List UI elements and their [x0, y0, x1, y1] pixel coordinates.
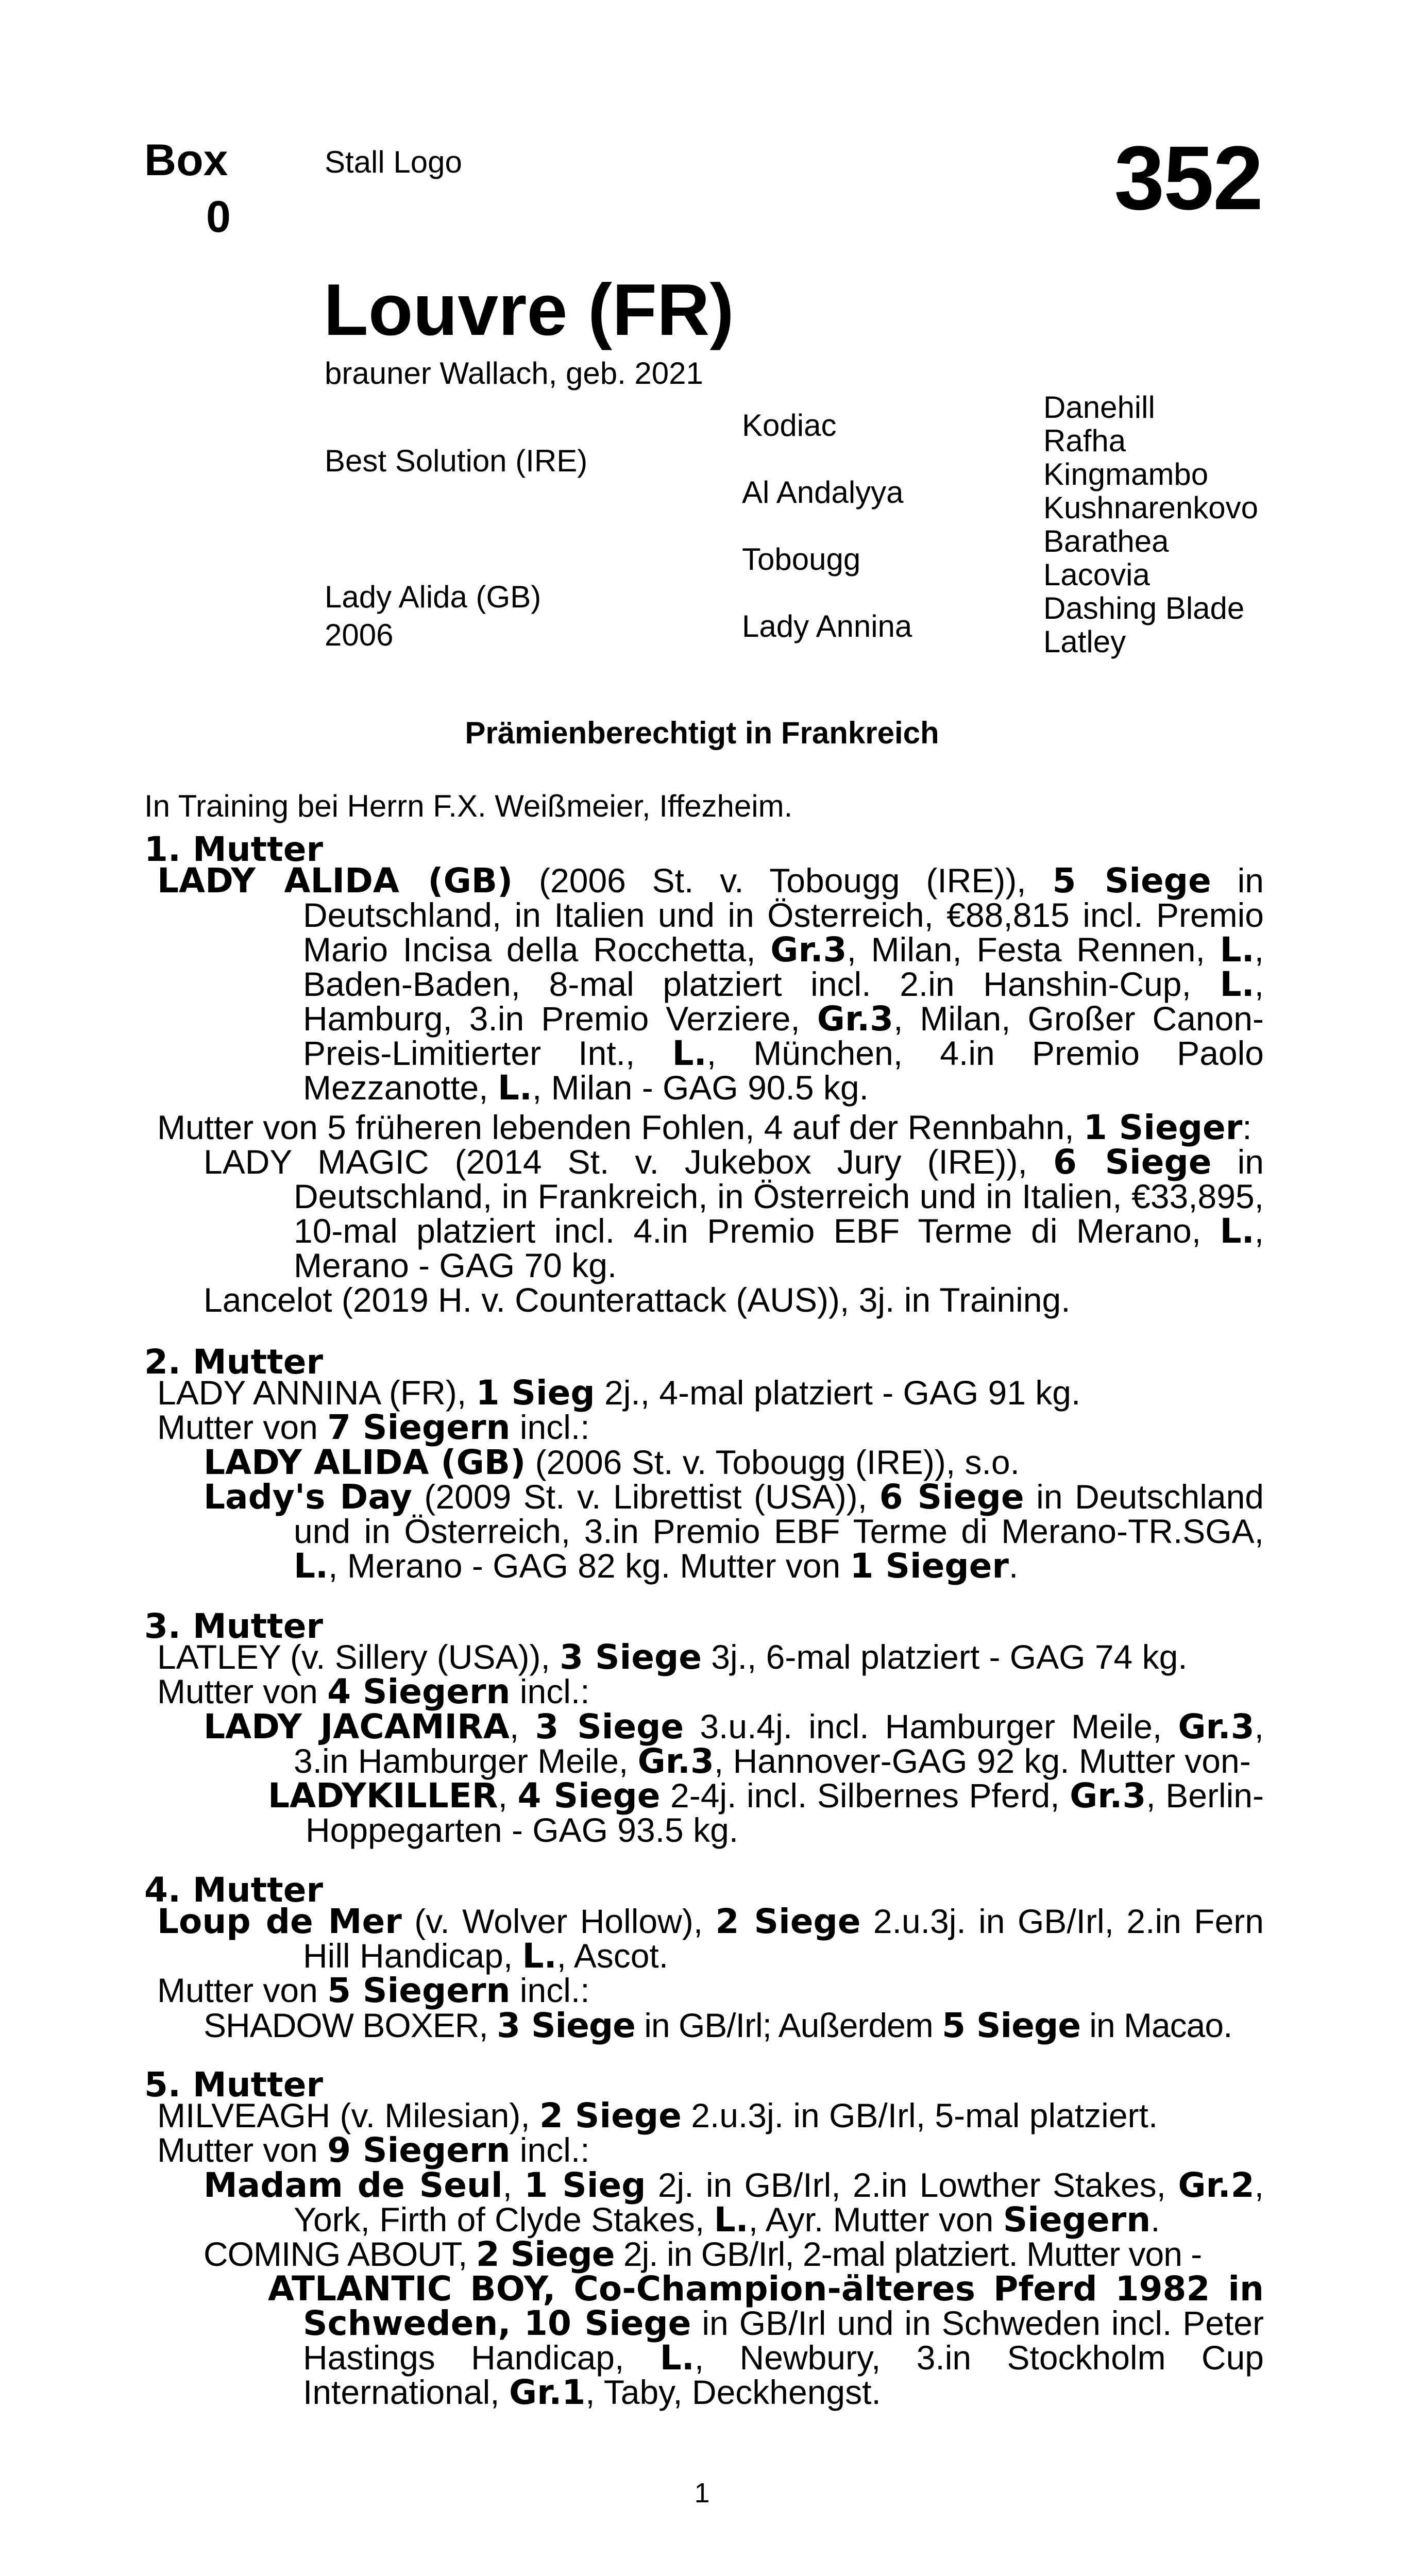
foals-text: incl.:	[510, 1971, 590, 2009]
wins-count: 5 Siege	[1052, 861, 1211, 901]
listed-badge: L.	[497, 1068, 532, 1108]
stall-logo-placeholder: Stall Logo	[325, 145, 462, 179]
championship-title: Co-Champion-älteres Pferd 1982 in Schweden, 10 Siege	[303, 2269, 1264, 2343]
record-text: , York, Firth of Clyde Stakes,	[294, 2166, 1264, 2239]
pedigree-great-grandparent: Dashing Blade	[1043, 591, 1245, 625]
section-heading-dam-3: 3. Mutter	[144, 1606, 324, 1646]
record-text: in GB/Irl; Außerdem	[635, 2006, 942, 2044]
record-text: 2j. in GB/Irl, 2-mal platziert. Mutter von -	[614, 2235, 1202, 2273]
dam-name: MILVEAGH (v. Milesian),	[157, 2096, 540, 2134]
wins-count: 6 Siege	[1053, 1142, 1212, 1182]
foals-text: incl.:	[510, 2131, 590, 2169]
box-label: Box	[144, 135, 228, 185]
training-note: In Training bei Herrn F.X. Weißmeier, Iffezheim.	[144, 789, 793, 823]
pedigree-great-grandparent: Barathea	[1043, 524, 1169, 558]
wins-count: 2 Siege	[539, 2096, 682, 2136]
dam-5-child-2	[204, 2234, 1202, 2274]
pedigree-dam: Lady Alida (GB)	[325, 580, 542, 614]
winners-count: 7 Siegern	[327, 1408, 511, 1447]
dam-name: LADY ALIDA (GB)	[157, 861, 513, 901]
record-text: , Taby, Deckhengst.	[585, 2373, 881, 2411]
foals-text: Mutter von 5 früheren lebenden Fohlen, 4 auf der Rennbahn,	[157, 1108, 1084, 1146]
child-name: Lancelot (2019 H. v. Counterattack (AUS)), 3j. in Training.	[204, 1281, 1071, 1319]
pedigree-great-grandparent: Kushnarenkovo	[1043, 490, 1258, 525]
dam-2-child-2	[204, 1477, 1264, 1586]
grade-badge: Gr.3	[770, 930, 847, 970]
winners-count: Siegern	[1003, 2200, 1151, 2240]
record-text: , Newbury, 3.in Stockholm Cup International,	[303, 2338, 1264, 2411]
foals-text: incl.:	[510, 1408, 590, 1446]
grade-badge: Gr.3	[1070, 1776, 1146, 1816]
dam-3-child-2	[268, 1778, 1264, 1848]
grade-badge: Gr.2	[1178, 2165, 1255, 2205]
dam-1-child-1	[204, 1142, 1264, 1284]
listed-badge: L.	[1220, 964, 1255, 1004]
listed-badge: L.	[1220, 1211, 1255, 1251]
dam-4-record	[157, 1902, 1264, 1976]
record-text: ,	[502, 2166, 525, 2204]
dam-4-foals-line	[157, 1973, 590, 2008]
winners-count: 5 Siegern	[327, 1971, 511, 2010]
record-text: 3.u.4j. incl. Hamburger Meile,	[684, 1707, 1178, 1745]
record-text: , Hannover-GAG 92 kg. Mutter von-	[714, 1742, 1251, 1780]
section-heading-dam-1: 1. Mutter	[144, 829, 324, 869]
wins-count: 3 Siege	[497, 2006, 635, 2045]
dam-3-foals-line	[157, 1674, 590, 1709]
section-heading-dam-2: 2. Mutter	[144, 1342, 324, 1382]
wins-count: 2 Siege	[715, 1902, 861, 1941]
dam-1-child-2	[204, 1283, 1071, 1317]
wins-count: 2 Siege	[476, 2234, 615, 2274]
pedigree-great-grandparent: Latley	[1043, 624, 1126, 659]
pedigree-great-grandparent: Rafha	[1043, 423, 1126, 458]
pedigree-great-grandparent: Danehill	[1043, 390, 1155, 425]
dam-5-record	[157, 2096, 1158, 2136]
record-text: , 3.in Hamburger Meile,	[294, 1707, 1264, 1780]
horse-name: Louvre (FR)	[324, 269, 734, 351]
child-name: Lady's Day	[204, 1477, 412, 1517]
pedigree-grandparent: Tobougg	[742, 542, 861, 577]
record-text: , Milan, Großer Canon-Preis-Limitierter Int.,	[303, 999, 1264, 1072]
child-name: LADYKILLER	[268, 1776, 498, 1816]
record-text: , München, 4.in Premio Paolo Mezzanotte,	[303, 1034, 1264, 1107]
grade-badge: Gr.1	[509, 2372, 586, 2412]
dam-3-child-1	[204, 1707, 1264, 1781]
record-text: 2-4j. incl. Silbernes Pferd,	[660, 1776, 1070, 1815]
record-text: , Baden-Baden, 8-mal platziert incl. 2.in Hanshin-Cup,	[303, 930, 1264, 1003]
wins-count: 1 Sieg	[476, 1373, 595, 1413]
grade-badge: Gr.3	[1178, 1707, 1255, 1747]
wins-count: 6 Siege	[879, 1477, 1024, 1517]
wins-count: 4 Siege	[517, 1776, 661, 1816]
record-text: ,	[510, 1707, 535, 1745]
dam-2-child-1	[204, 1445, 1020, 1480]
winners-count: 9 Siegern	[327, 2130, 511, 2170]
child-name: LADY ALIDA (GB)	[204, 1443, 526, 1482]
dam-2-record	[157, 1373, 1081, 1413]
child-name: LADY MAGIC (2014 St. v. Jukebox Jury (IRE)),	[204, 1143, 1053, 1181]
record-text: in Deutschland, in Frankreich, in Österreich und in Italien, €33,895, 10-mal platziert incl. 4.in Premio EBF Terme di Merano,	[294, 1143, 1264, 1250]
record-text: in Deutschland und in Österreich, 3.in Premio EBF Terme di Merano-TR.SGA,	[294, 1478, 1264, 1550]
listed-badge: L.	[522, 1936, 557, 1976]
dam-name: LADY ANNINA (FR),	[157, 1374, 476, 1412]
record-text: 2.u.3j. in GB/Irl, 2.in Fern Hill Handicap,	[303, 1902, 1264, 1975]
record-text: ,	[543, 2269, 574, 2309]
wins-count: 3 Siege	[560, 1637, 702, 1677]
dam-5-foals-line	[157, 2130, 590, 2170]
record-text: , Ayr. Mutter von	[748, 2200, 1003, 2239]
record-text: , Milan, Festa Rennen,	[847, 930, 1220, 969]
pedigree-great-grandparent: Kingmambo	[1043, 457, 1209, 492]
listed-badge: L.	[659, 2338, 695, 2378]
box-number: 0	[206, 192, 231, 242]
record-text: , Merano - GAG 70 kg.	[294, 1212, 1264, 1284]
section-heading-dam-5: 5. Mutter	[144, 2065, 324, 2105]
pedigree-grandparent: Kodiac	[742, 408, 837, 443]
record-text: , Hamburg, 3.in Premio Verziere,	[303, 965, 1264, 1038]
child-name: LADY JACAMIRA	[204, 1707, 510, 1747]
record-text: in GB/Irl und in Schweden incl. Peter Hastings Handicap,	[303, 2304, 1264, 2377]
record-text: ,	[498, 1776, 518, 1815]
foals-text: Mutter von	[157, 1971, 328, 2009]
dam-name: LATLEY (v. Sillery (USA)),	[157, 1638, 560, 1676]
listed-badge: L.	[294, 1546, 329, 1586]
wins-count: 3 Siege	[535, 1707, 684, 1747]
record-text: (v. Wolver Hollow),	[401, 1902, 716, 1940]
dam-4-child-1	[204, 2008, 1232, 2043]
foals-text: :	[1242, 1108, 1252, 1146]
dam-5-child-1	[204, 2165, 1264, 2240]
record-text: in Deutschland, in Italien und in Österreich, €88,815 incl. Premio Mario Incisa della Rocchetta,	[303, 861, 1264, 969]
section-heading-dam-4: 4. Mutter	[144, 1870, 324, 1910]
record-text: (2006 St. v. Tobougg (IRE)), s.o.	[526, 1443, 1020, 1481]
listed-badge: L.	[1220, 930, 1255, 970]
page-number: 1	[694, 2478, 710, 2509]
record-text: 2j. in GB/Irl, 2.in Lowther Stakes,	[646, 2166, 1178, 2204]
child-name: ATLANTIC BOY	[268, 2269, 543, 2309]
dam-name: Loup de Mer	[157, 1902, 402, 1941]
foals-text: Mutter von	[157, 2131, 328, 2169]
pedigree-grandparent: Al Andalyya	[742, 475, 904, 510]
foals-text: Mutter von	[157, 1672, 328, 1710]
foals-text: Mutter von	[157, 1408, 328, 1446]
pedigree-grandparent: Lady Annina	[742, 609, 912, 643]
record-text: , Milan - GAG 90.5 kg.	[532, 1069, 869, 1107]
child-name: SHADOW BOXER,	[204, 2006, 497, 2044]
record-text: (2009 St. v. Librettist (USA)),	[412, 1478, 879, 1516]
record-text: .	[1008, 1547, 1019, 1585]
record-text: 2.u.3j. in GB/Irl, 5-mal platziert.	[681, 2096, 1158, 2134]
winners-count: 1 Sieger	[1083, 1108, 1243, 1147]
foals-text: incl.:	[510, 1672, 590, 1710]
dam-1-record	[157, 861, 1264, 1108]
horse-description: brauner Wallach, geb. 2021	[325, 356, 703, 391]
record-text: .	[1151, 2200, 1160, 2239]
child-name: Madam de Seul	[204, 2165, 503, 2205]
dam-3-record	[157, 1637, 1188, 1677]
pedigree-great-grandparent: Lacovia	[1043, 557, 1150, 592]
premium-eligibility-note: Prämienberechtigt in Frankreich	[465, 716, 939, 750]
record-text: 3j., 6-mal platziert - GAG 74 kg.	[701, 1638, 1188, 1676]
child-name: COMING ABOUT,	[204, 2235, 476, 2273]
catalogue-number: 352	[1114, 128, 1262, 229]
record-text: 2j., 4-mal platziert - GAG 91 kg.	[595, 1374, 1081, 1412]
listed-badge: L.	[714, 2200, 749, 2240]
record-text: (2006 St. v. Tobougg (IRE)),	[513, 861, 1053, 900]
record-text: , Merano - GAG 82 kg. Mutter von	[328, 1547, 850, 1585]
wins-count: 5 Siege	[942, 2006, 1080, 2045]
dam-1-foals-line	[157, 1110, 1252, 1145]
pedigree-sire: Best Solution (IRE)	[325, 444, 588, 478]
winners-count: 4 Siegern	[327, 1672, 511, 1711]
dam-5-grandchild	[268, 2269, 1264, 2412]
record-text: in Macao.	[1080, 2006, 1232, 2044]
grade-badge: Gr.3	[817, 999, 894, 1039]
record-text: , Ascot.	[556, 1937, 669, 1975]
grade-badge: Gr.3	[637, 1741, 714, 1781]
dam-2-foals-line	[157, 1410, 590, 1445]
wins-count: 1 Sieg	[524, 2165, 646, 2205]
winners-count: 1 Sieger	[850, 1546, 1009, 1586]
listed-badge: L.	[672, 1033, 707, 1073]
pedigree-dam-year: 2006	[325, 618, 394, 652]
record-text: , Berlin-Hoppegarten - GAG 93.5 kg.	[306, 1776, 1264, 1849]
